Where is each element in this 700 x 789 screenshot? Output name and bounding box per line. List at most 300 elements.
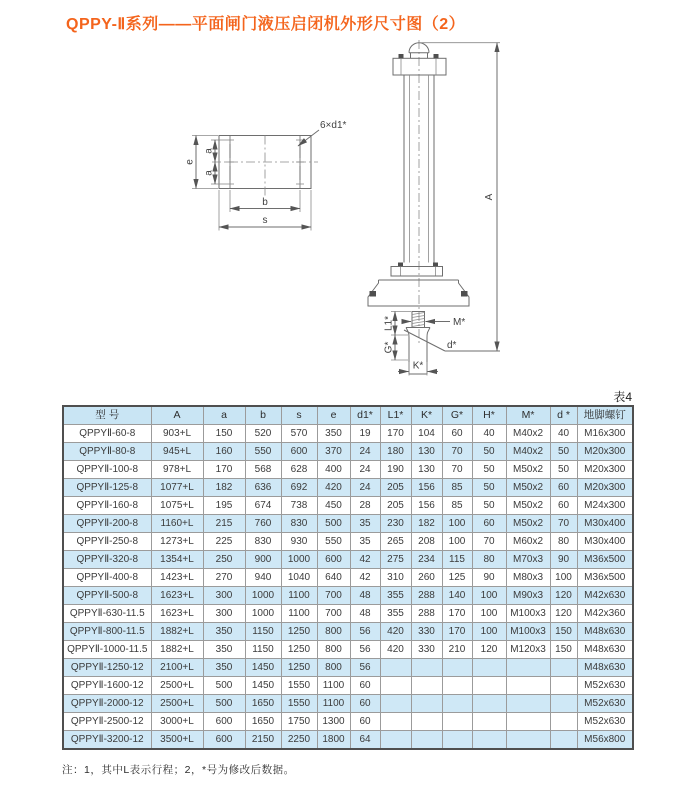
value-cell: 42 [350,569,380,587]
value-cell: 420 [380,641,411,659]
table-row [63,605,633,623]
table-row [63,533,633,551]
model-cell: QPPYⅡ-250-8 [63,533,151,551]
value-cell [506,713,550,731]
value-cell: 100 [472,587,506,605]
table-row [63,587,633,605]
value-cell [472,731,506,750]
value-cell: 1000 [245,587,281,605]
value-cell: 225 [203,533,245,551]
value-cell: 56 [350,659,380,677]
value-cell: 760 [245,515,281,533]
value-cell: 1100 [281,605,317,623]
value-cell: 568 [245,461,281,479]
value-cell: 100 [472,605,506,623]
value-cell: 208 [411,533,442,551]
value-cell: 1650 [245,695,281,713]
value-cell: 1800 [317,731,350,750]
value-cell: 80 [550,533,577,551]
value-cell: 156 [411,497,442,515]
value-cell: 140 [442,587,472,605]
model-cell: QPPYⅡ-1000-11.5 [63,641,151,659]
model-cell: QPPYⅡ-320-8 [63,551,151,569]
dim-label-A: A [484,193,495,201]
value-cell: 738 [281,497,317,515]
value-cell: 1882+L [151,623,203,641]
dim-label-b: b [262,197,268,208]
value-cell: 1100 [317,677,350,695]
thread-hatch [412,313,425,327]
value-cell: 205 [380,479,411,497]
page-title: QPPY-Ⅱ系列——平面闸门液压启闭机外形尺寸图（2） [66,16,466,33]
value-cell: M90x3 [506,587,550,605]
value-cell: 1040 [281,569,317,587]
value-cell [411,677,442,695]
value-cell: 940 [245,569,281,587]
column-header: A [151,406,203,425]
value-cell [380,713,411,731]
value-cell: 420 [317,479,350,497]
value-cell: 2150 [245,731,281,750]
value-cell: 48 [350,605,380,623]
value-cell: 215 [203,515,245,533]
value-cell: 150 [550,641,577,659]
value-cell: M36x500 [577,569,633,587]
value-cell: M80x3 [506,569,550,587]
value-cell: 48 [350,587,380,605]
cylinder-view [368,40,500,376]
dim-label-s: s [262,215,268,226]
table-row [63,659,633,677]
value-cell: 64 [350,731,380,750]
value-cell: M24x300 [577,497,633,515]
spec-table [62,405,634,750]
model-cell: QPPYⅡ-630-11.5 [63,605,151,623]
value-cell: 60 [350,677,380,695]
value-cell: 330 [411,623,442,641]
value-cell: 24 [350,461,380,479]
value-cell [442,695,472,713]
plate-view [185,120,347,231]
value-cell: 400 [317,461,350,479]
table-row [63,497,633,515]
value-cell: 60 [442,425,472,443]
value-cell: 170 [203,461,245,479]
value-cell [550,695,577,713]
value-cell: 600 [281,443,317,461]
value-cell: 50 [472,497,506,515]
value-cell: 50 [472,443,506,461]
value-cell: M20x300 [577,443,633,461]
value-cell: 1354+L [151,551,203,569]
value-cell: 70 [550,515,577,533]
table-row [63,713,633,731]
value-cell: 310 [380,569,411,587]
value-cell: 156 [411,479,442,497]
column-header: e [317,406,350,425]
dim-label-G: G* [383,341,395,354]
value-cell: 1150 [245,623,281,641]
value-cell [442,731,472,750]
value-cell: 500 [317,515,350,533]
dim-label-L1: L1* [383,315,395,332]
value-cell [411,731,442,750]
value-cell: 56 [350,641,380,659]
value-cell: 205 [380,497,411,515]
value-cell: 85 [442,479,472,497]
value-cell: 42 [350,551,380,569]
table-row [63,677,633,695]
value-cell: 56 [350,623,380,641]
model-cell: QPPYⅡ-80-8 [63,443,151,461]
value-cell: 50 [550,443,577,461]
table-row [63,461,633,479]
value-cell: 288 [411,605,442,623]
value-cell: 1623+L [151,587,203,605]
dim-label-e: e [184,159,196,165]
table-row [63,731,633,750]
value-cell [550,713,577,731]
value-cell: M50x2 [506,461,550,479]
value-cell: 355 [380,605,411,623]
value-cell: 1077+L [151,479,203,497]
value-cell: 180 [380,443,411,461]
value-cell: 80 [472,551,506,569]
base-bolt [461,291,468,297]
value-cell [472,695,506,713]
value-cell: 125 [442,569,472,587]
value-cell: 600 [203,713,245,731]
value-cell: 355 [380,587,411,605]
value-cell: 275 [380,551,411,569]
value-cell: 130 [411,443,442,461]
value-cell: 1550 [281,695,317,713]
column-header: 地脚螺钉 [577,406,633,425]
value-cell: 350 [203,659,245,677]
value-cell: 1750 [281,713,317,731]
value-cell: M120x3 [506,641,550,659]
value-cell: 420 [380,623,411,641]
column-header: G* [442,406,472,425]
value-cell: 570 [281,425,317,443]
table-row [63,425,633,443]
footnote: 注：1，其中L表示行程；2，*号为修改后数据。 [62,764,295,776]
value-cell: 674 [245,497,281,515]
value-cell: M52x630 [577,713,633,731]
value-cell: 2500+L [151,695,203,713]
model-cell: QPPYⅡ-125-8 [63,479,151,497]
value-cell [380,659,411,677]
value-cell: 120 [550,605,577,623]
column-header: s [281,406,317,425]
value-cell [411,659,442,677]
column-header: d * [550,406,577,425]
value-cell: 1650 [245,713,281,731]
value-cell: 230 [380,515,411,533]
value-cell: 370 [317,443,350,461]
value-cell: 28 [350,497,380,515]
value-cell [506,731,550,750]
value-cell: 628 [281,461,317,479]
value-cell: 800 [317,623,350,641]
value-cell [550,731,577,750]
dim-label-K: K* [412,360,424,372]
value-cell: M70x3 [506,551,550,569]
value-cell [506,677,550,695]
value-cell: 150 [550,623,577,641]
table-row [63,443,633,461]
value-cell: 500 [203,695,245,713]
value-cell: M52x630 [577,695,633,713]
value-cell [442,713,472,731]
column-header: b [245,406,281,425]
value-cell: 1300 [317,713,350,731]
value-cell: 115 [442,551,472,569]
dim-label-M: M* [453,317,466,328]
value-cell: 2500+L [151,677,203,695]
value-cell: 300 [203,587,245,605]
value-cell: M20x300 [577,479,633,497]
value-cell: 1000 [245,605,281,623]
base-bolt [370,291,377,297]
value-cell: 450 [317,497,350,515]
model-cell: QPPYⅡ-100-8 [63,461,151,479]
value-cell: 2250 [281,731,317,750]
value-cell: M30x400 [577,515,633,533]
value-cell: 35 [350,515,380,533]
value-cell: 330 [411,641,442,659]
column-header: K* [411,406,442,425]
dim-label-a-top: a [203,148,215,154]
value-cell: 800 [317,659,350,677]
model-cell: QPPYⅡ-60-8 [63,425,151,443]
value-cell: 1150 [245,641,281,659]
value-cell: 350 [203,623,245,641]
value-cell: 1273+L [151,533,203,551]
value-cell: 182 [411,515,442,533]
value-cell: 800 [317,641,350,659]
value-cell: 130 [411,461,442,479]
value-cell: 50 [550,461,577,479]
table-row [63,569,633,587]
value-cell: 70 [442,461,472,479]
value-cell: 100 [442,533,472,551]
value-cell: 1100 [317,695,350,713]
value-cell: 35 [350,533,380,551]
value-cell: M48x630 [577,623,633,641]
column-header: H* [472,406,506,425]
value-cell: 1250 [281,641,317,659]
value-cell [506,659,550,677]
value-cell: 1100 [281,587,317,605]
table-number-tag: 表4 [613,390,632,404]
value-cell [472,677,506,695]
value-cell: 1160+L [151,515,203,533]
header-row [63,406,633,425]
model-cell: QPPYⅡ-1600-12 [63,677,151,695]
value-cell: 170 [442,605,472,623]
value-cell: 945+L [151,443,203,461]
value-cell [380,677,411,695]
value-cell: M16x300 [577,425,633,443]
value-cell: M40x2 [506,425,550,443]
value-cell: 85 [442,497,472,515]
value-cell: 104 [411,425,442,443]
value-cell: M48x630 [577,641,633,659]
table-row [63,551,633,569]
column-header: d1* [350,406,380,425]
value-cell: 1250 [281,659,317,677]
value-cell: 170 [442,623,472,641]
cap-bolt [399,54,404,58]
value-cell: 1550 [281,677,317,695]
value-cell: 520 [245,425,281,443]
model-cell: QPPYⅡ-2500-12 [63,713,151,731]
value-cell [472,659,506,677]
value-cell: 190 [380,461,411,479]
dim-label-d: d* [447,340,457,351]
value-cell: 3000+L [151,713,203,731]
value-cell [411,713,442,731]
value-cell: 195 [203,497,245,515]
value-cell: 250 [203,551,245,569]
table-row [63,515,633,533]
model-cell: QPPYⅡ-500-8 [63,587,151,605]
value-cell: 636 [245,479,281,497]
value-cell: 40 [472,425,506,443]
value-cell: M20x300 [577,461,633,479]
value-cell [380,695,411,713]
value-cell: 1075+L [151,497,203,515]
value-cell: 234 [411,551,442,569]
value-cell: 40 [550,425,577,443]
value-cell: M50x2 [506,479,550,497]
value-cell: 2100+L [151,659,203,677]
value-cell: 210 [442,641,472,659]
value-cell: 100 [442,515,472,533]
value-cell: 600 [317,551,350,569]
value-cell: 120 [472,641,506,659]
table-row [63,623,633,641]
value-cell: M52x630 [577,677,633,695]
value-cell: 1250 [281,623,317,641]
value-cell: 50 [472,479,506,497]
value-cell: 300 [203,605,245,623]
value-cell: 350 [317,425,350,443]
value-cell: 978+L [151,461,203,479]
model-cell: QPPYⅡ-1250-12 [63,659,151,677]
value-cell: 90 [472,569,506,587]
value-cell: 260 [411,569,442,587]
value-cell: 930 [281,533,317,551]
table-row [63,695,633,713]
value-cell: 830 [245,533,281,551]
value-cell [550,659,577,677]
value-cell: 150 [203,425,245,443]
value-cell: M60x2 [506,533,550,551]
value-cell: 265 [380,533,411,551]
value-cell: M48x630 [577,659,633,677]
value-cell: M40x2 [506,443,550,461]
value-cell: M36x500 [577,551,633,569]
table-header [63,406,633,425]
value-cell: 288 [411,587,442,605]
value-cell [380,731,411,750]
value-cell: 830 [281,515,317,533]
value-cell: 170 [380,425,411,443]
value-cell: 1623+L [151,605,203,623]
model-cell: QPPYⅡ-800-11.5 [63,623,151,641]
value-cell [550,677,577,695]
value-cell: 60 [550,479,577,497]
value-cell [506,695,550,713]
value-cell: M42x630 [577,587,633,605]
holes-count-label: 6×d1* [320,120,347,131]
value-cell [472,713,506,731]
value-cell: 3500+L [151,731,203,750]
value-cell: 19 [350,425,380,443]
value-cell: 550 [317,533,350,551]
flange-bolt [398,263,403,267]
value-cell: 900 [245,551,281,569]
value-cell: 182 [203,479,245,497]
value-cell: 60 [550,497,577,515]
value-cell: 160 [203,443,245,461]
model-cell: QPPYⅡ-2000-12 [63,695,151,713]
model-cell: QPPYⅡ-3200-12 [63,731,151,750]
value-cell: 270 [203,569,245,587]
value-cell: 100 [472,623,506,641]
value-cell: 700 [317,587,350,605]
value-cell: 24 [350,443,380,461]
value-cell: 100 [550,569,577,587]
value-cell: 1450 [245,677,281,695]
value-cell [442,659,472,677]
value-cell: 70 [472,533,506,551]
value-cell: 50 [472,461,506,479]
value-cell: 1450 [245,659,281,677]
value-cell: 700 [317,605,350,623]
value-cell: M56x800 [577,731,633,750]
value-cell: 550 [245,443,281,461]
value-cell [411,695,442,713]
column-header: M* [506,406,550,425]
value-cell: 70 [442,443,472,461]
value-cell: 90 [550,551,577,569]
column-header: L1* [380,406,411,425]
model-cell: QPPYⅡ-400-8 [63,569,151,587]
value-cell: 500 [203,677,245,695]
value-cell: 903+L [151,425,203,443]
value-cell: 60 [350,713,380,731]
value-cell: 120 [550,587,577,605]
table-body [63,425,633,750]
value-cell: 24 [350,479,380,497]
model-cell: QPPYⅡ-200-8 [63,515,151,533]
value-cell: M100x3 [506,605,550,623]
cap-bolt [434,54,439,58]
table-row [63,641,633,659]
value-cell: 350 [203,641,245,659]
value-cell: M42x360 [577,605,633,623]
dim-label-a-bottom: a [203,170,215,176]
value-cell: M50x2 [506,515,550,533]
column-header: 型 号 [63,406,151,425]
flange-bolt [433,263,438,267]
value-cell [442,677,472,695]
value-cell: 600 [203,731,245,750]
value-cell: 60 [472,515,506,533]
